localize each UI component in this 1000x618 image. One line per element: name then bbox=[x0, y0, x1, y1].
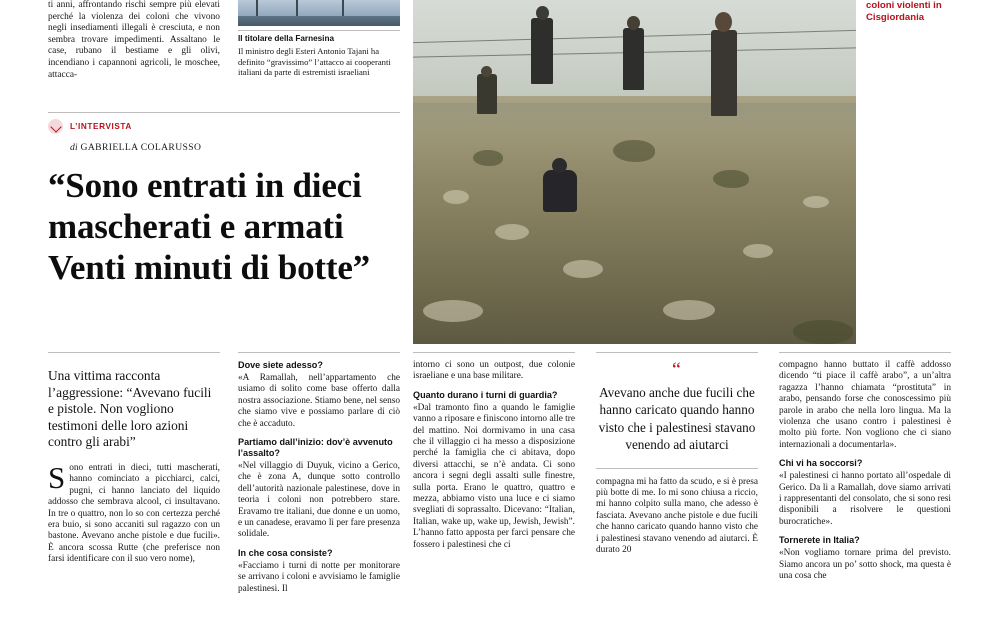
question-6: Tornerete in Italia? bbox=[779, 535, 860, 546]
article-column-2 bbox=[238, 360, 400, 618]
continuation-text: ti anni, affrontando rischi sempre più elevati perché la violenza dei coloni che vivono negli insediamenti illegali è cresciuta, e non sembra trovare impedimenti. Assaltano le case, rubano il bestiame e gli olivi, incendiano i capannoni agricoli, le moschee, attacca- bbox=[48, 0, 220, 80]
photo-bush bbox=[713, 170, 749, 188]
question-2: Partiamo dall’inizio: dov’è avvenuto l’assalto? bbox=[238, 437, 393, 459]
answer-2: «Nel villaggio di Duyuk, vicino a Gerico, che è zona A, dunque sotto controllo dell’autorità nazionale palestinese, dove in teoria i coloni non potrebbero stare. Eravamo tre italiani, due donne e un uomo, e un canadese, eravamo lì per fare presenza solidale. bbox=[238, 461, 400, 540]
photo-person-seated bbox=[543, 170, 577, 212]
column-rule-4 bbox=[596, 352, 758, 353]
section-tag-box bbox=[866, 0, 952, 23]
answer-1: «A Ramallah, nell’appartamento che usiamo di solito come base offerto dalla nostra associazione. Stiamo bene, nel senso che siamo vive e possiamo parlare di ciò che è accaduto. bbox=[238, 373, 400, 429]
answer-3: «Facciamo i turni di notte per monitorare se arrivano i coloni e avvisiamo le famiglie palestinesi. Il bbox=[238, 560, 400, 594]
photo-stone bbox=[423, 300, 483, 322]
article-column-3 bbox=[413, 360, 575, 618]
question-4: Quanto durano i turni di guardia? bbox=[413, 389, 558, 400]
caption-body: Il ministro degli Esteri Antonio Tajani ha definito “gravissimo” l’attacco ai cooperanti italiani da parte di estremisti israeliani bbox=[238, 46, 391, 78]
minister-photo bbox=[238, 0, 400, 26]
question-1: Dove siete adesso? bbox=[238, 360, 323, 370]
answer-5: «I palestinesi ci hanno portato all’ospedale di Gerico. Da lì a Ramallah, dove siamo arrivati i rappresentanti del consolato, che si sono resi disponibili a risolvere le questioni burocratiche». bbox=[779, 471, 951, 527]
answer-3-continued: intorno ci sono un outpost, due colonie israeliane e una base militare. bbox=[413, 360, 575, 382]
page-title bbox=[48, 165, 400, 288]
pull-quote-divider bbox=[596, 468, 758, 469]
answer-4-continued: compagna mi ha fatto da scudo, e si è presa più botte di me. Io mi sono chiusa a riccio, mi hanno colpito sulla mano, che adesso è fasciata. Avevano anche pistole e due fucili che hanno caricato quando hanno visto che i palestinesi stavano venendo ad aiutarci. È durato 20 bbox=[596, 476, 758, 556]
pull-quote-block bbox=[596, 359, 758, 469]
headline-line-2: mascherati e armati bbox=[48, 207, 344, 246]
minister-photo-block bbox=[238, 0, 400, 78]
column-rule-1 bbox=[48, 352, 220, 353]
interview-header bbox=[48, 112, 400, 288]
section-tag-text: coloni violenti in Cisgiordania bbox=[866, 0, 942, 23]
photo-person-standing bbox=[623, 28, 644, 90]
byline-author: GABRIELLA COLARUSSO bbox=[80, 142, 202, 153]
photo-bush bbox=[793, 320, 853, 344]
answer-5-continued: compagno hanno buttato il caffè addosso dicendo “ti piace il caffè arabo”, a un’altra ragazza l’hanno chiamata “prostituta” in arabo, pensando forse che conoscessimo più parole in arabo che nella loro lingua. Ma la violenza che usano contro i palestinesi è molto più forte. Non vogliono che ci siano internazionali a documentarla». bbox=[779, 360, 951, 450]
question-5: Chi vi ha soccorsi? bbox=[779, 458, 863, 469]
answer-4: «Dal tramonto fino a quando le famiglie vanno a riposare e finiscono intorno alle tre del mattino. Noi dormivamo in una casa che il villaggio ci ha messo a disposizione perché la famiglia che ci abitava, dopo diversi attacchi, se n’è andata. Ci sono ancora i segni degli assalti sulle finestre, sulla porta. Erano le quattro, quattro e mezza, abbiamo visto una luce e ci siamo svegliati di soprassalto. Dicevano: “Italian, Italian, wake up, wake up, Jewish, Jewish”. L’hanno fatto apposta per farci pensare che fossero i palestinesi che ci bbox=[413, 402, 575, 550]
standfirst: Una vittima racconta l’aggressione: “Avevano fucili e pistole. Non vogliono testimoni delle loro azioni contro gli arabi” bbox=[48, 368, 212, 450]
photo-person-head bbox=[627, 16, 640, 30]
column-rule-2 bbox=[238, 352, 400, 353]
photo-bush bbox=[613, 140, 655, 162]
kicker-row bbox=[48, 119, 400, 134]
quote-mark-icon: “ bbox=[672, 359, 682, 381]
photo-person-head bbox=[715, 12, 732, 32]
photo-person-head bbox=[552, 158, 567, 173]
headline-line-3: Venti minuti di botte” bbox=[48, 248, 370, 287]
article-continuation-column bbox=[48, 0, 220, 81]
caption-title: Il titolare della Farnesina bbox=[238, 34, 335, 43]
photo-stone bbox=[743, 244, 773, 258]
headline-line-1: “Sono entrati in dieci bbox=[48, 166, 362, 205]
answer-6: «Non vogliamo tornare prima del previsto. Siamo ancora un po’ sotto shock, ma questa è una cosa che bbox=[779, 548, 951, 582]
photo-stone bbox=[663, 300, 715, 320]
photo-person-standing bbox=[531, 18, 553, 84]
photo-person-head bbox=[481, 66, 492, 77]
photo-person-head bbox=[536, 6, 549, 20]
caption-divider bbox=[238, 30, 400, 31]
article-body-1-text: ono entrati in dieci, tutti mascherati, hanno cominciato a picchiarci, calci, pugni, ci hanno lanciato del liquido addosso che sembrava alcool, ci insultavano. In tre o quattro, non lo so con certezza perché era buio, si sono accaniti sul ragazzo con un bastone. Avevano anche pistole e due fucili». È ancora scossa Rutte (che preferisce non farsi identificare con il suo vero nome), bbox=[48, 462, 220, 565]
question-3: In che cosa consiste? bbox=[238, 547, 333, 558]
article-body-1 bbox=[48, 459, 220, 566]
header-divider bbox=[48, 112, 400, 113]
drop-cap: S bbox=[48, 459, 66, 495]
byline-prefix: di bbox=[70, 142, 78, 153]
column-rule-5 bbox=[779, 352, 951, 353]
photo-person-standing bbox=[711, 30, 737, 116]
main-photo bbox=[413, 0, 856, 344]
pull-quote-text: Avevano anche due fucili che hanno caricato quando hanno visto che i palestinesi stavano venendo ad aiutarci bbox=[598, 385, 756, 453]
column-rule-3 bbox=[413, 352, 575, 353]
photo-stone bbox=[443, 190, 469, 204]
photo-bush bbox=[473, 150, 503, 166]
photo-stone bbox=[803, 196, 829, 208]
article-column-5 bbox=[779, 360, 951, 618]
photo-person-walking bbox=[477, 74, 497, 114]
microphone-icon bbox=[48, 119, 63, 134]
byline bbox=[70, 142, 400, 153]
photo-stone bbox=[563, 260, 603, 278]
kicker-label: L’INTERVISTA bbox=[70, 122, 132, 131]
photo-stone bbox=[495, 224, 529, 240]
article-column-4 bbox=[596, 360, 758, 618]
article-column-1 bbox=[48, 360, 220, 618]
